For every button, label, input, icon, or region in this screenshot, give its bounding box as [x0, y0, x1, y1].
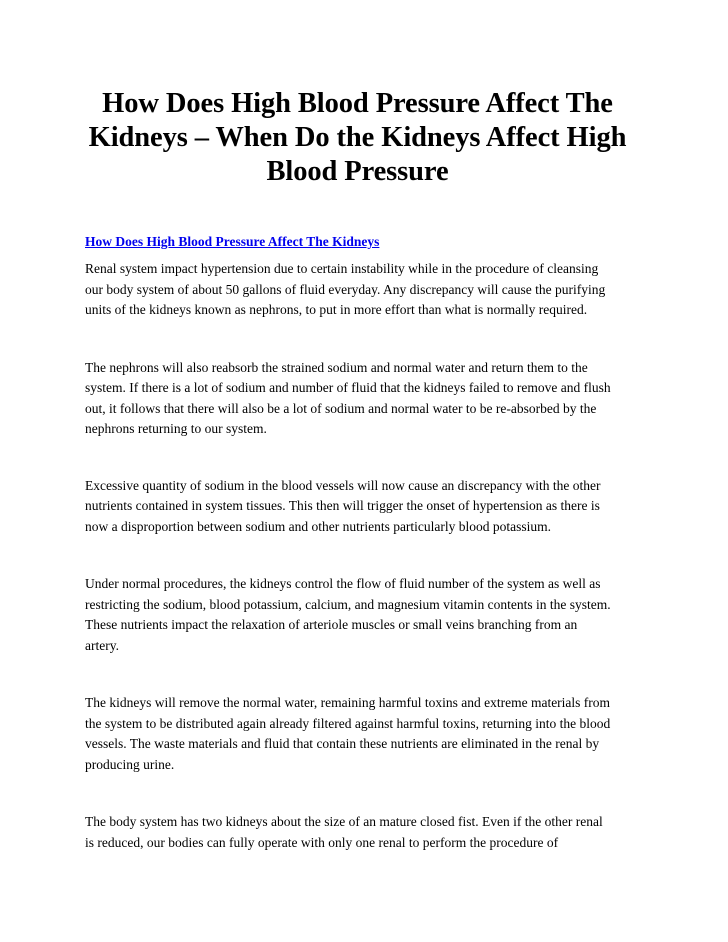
paragraph-line: nephrons returning to our system. [85, 421, 267, 436]
title-line: Blood Pressure [266, 156, 449, 187]
paragraph-line: Excessive quantity of sodium in the blood vessels will now cause an discrepancy with the other [85, 477, 601, 493]
paragraph [85, 693, 664, 775]
title-line: How Does High Blood Pressure Affect The [102, 88, 613, 119]
paragraph [85, 812, 664, 853]
paragraph [85, 259, 664, 321]
subheading [85, 233, 664, 251]
paragraph-line: vessels. The waste materials and fluid that contain these nutrients are eliminated in the renal by [85, 736, 600, 751]
paragraph-line: The body system has two kidneys about the size of an mature closed fist. Even if the other renal [85, 814, 603, 829]
paragraph-line: out, it follows that there will also be a lot of sodium and normal water to be re-absorbed by the [85, 400, 597, 416]
paragraph-line: the system to be distributed again already filtered against harmful toxins, returning into the blood [85, 715, 611, 731]
paragraph-line: artery. [85, 637, 119, 653]
paragraph-line: system. If there is a lot of sodium and number of fluid that the kidneys failed to remove and flush [85, 380, 611, 395]
paragraph-line: is reduced, our bodies can fully operate with only one renal to perform the procedure of [85, 834, 559, 850]
title-line: Kidneys – When Do the Kidneys Affect High [88, 122, 627, 153]
paragraph-line: now a disproportion between sodium and other nutrients particularly blood potassium. [85, 518, 552, 534]
paragraph-line: nutrients contained in system tissues. This then will trigger the onset of hypertension as there is [85, 498, 600, 513]
paragraph-line: producing urine. [85, 756, 175, 772]
paragraph-line: Renal system impact hypertension due to certain instability while in the procedure of cleansing [85, 261, 599, 276]
paragraph-line: The nephrons will also reabsorb the strained sodium and normal water and return them to the [85, 359, 588, 375]
paragraph-line: units of the kidneys known as nephrons, to put in more effort than what is normally required. [85, 302, 588, 317]
paragraph-line: The kidneys will remove the normal water, remaining harmful toxins and extreme materials from [85, 695, 611, 710]
paragraph-line: Under normal procedures, the kidneys control the flow of fluid number of the system as well as [85, 576, 601, 591]
paragraph [85, 476, 664, 538]
paragraph-line: These nutrients impact the relaxation of arteriole muscles or small veins branching from an [85, 617, 578, 632]
paragraph [85, 358, 664, 440]
paragraph-line: our body system of about 50 gallons of fluid everyday. Any discrepancy will cause the purifying [85, 281, 606, 297]
document-title [75, 87, 640, 189]
article-link[interactable]: How Does High Blood Pressure Affect The Kidneys [85, 234, 380, 249]
paragraph [85, 574, 664, 656]
paragraph-line: restricting the sodium, blood potassium, calcium, and magnesium vitamin contents in the system. [85, 596, 611, 612]
